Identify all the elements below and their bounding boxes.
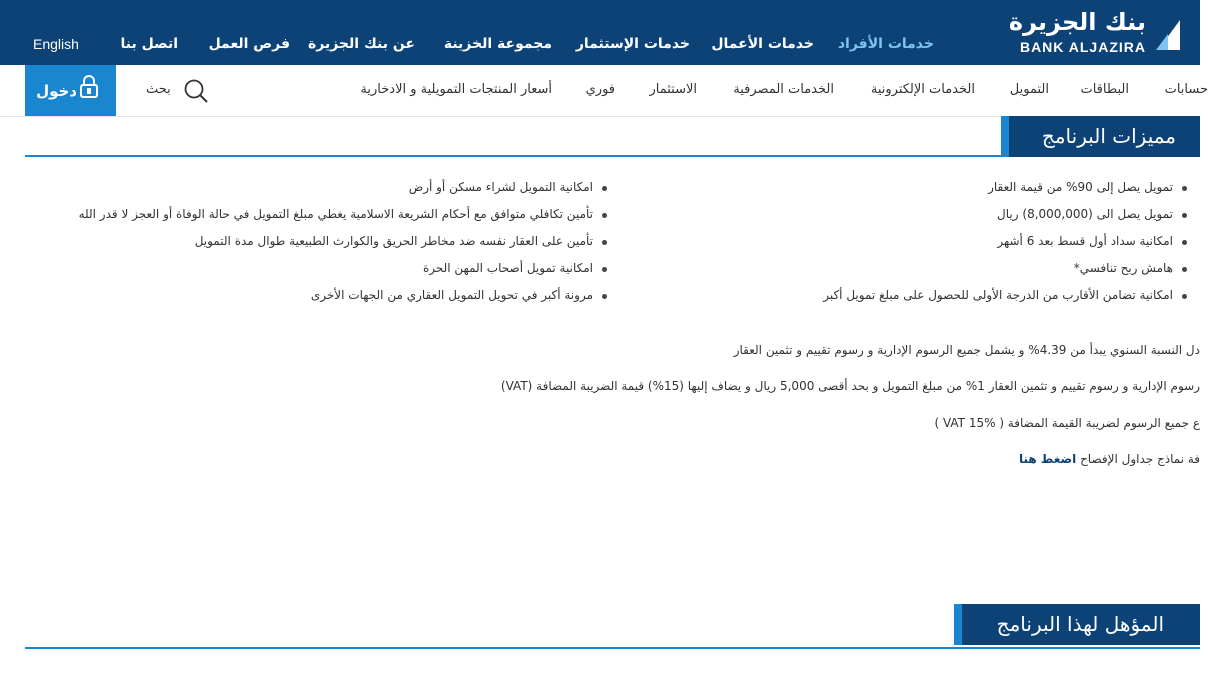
section-divider — [25, 647, 1200, 649]
subnav-fawri[interactable]: فوري — [585, 82, 615, 97]
secondary-navigation-bar — [0, 65, 1208, 117]
subnav-accounts[interactable]: حسابات — [1164, 82, 1208, 97]
subnav-product-rates[interactable]: أسعار المنتجات التمويلية و الادخارية — [360, 82, 552, 97]
list-item: تأمين تكافلي متوافق مع أحكام الشريعة الاسلامية يغطي مبلغ التمويل في حالة الوفاة أو العجز لا قدر الله — [79, 207, 607, 234]
apr-note: دل النسبة السنوي يبدأ من 4.39% و يشمل جميع الرسوم الإدارية و رسوم تقييم و تثمين العقار — [733, 343, 1200, 357]
top-navigation-bar — [0, 0, 1200, 65]
logo-sail-icon — [1154, 14, 1184, 54]
list-item: تمويل يصل إلى 90% من قيمة العقار — [823, 180, 1187, 207]
list-item: امكانية تضامن الأقارب من الدرجة الأولى للحصول على مبلغ تمويل أكبر — [823, 288, 1187, 315]
list-item: امكانية التمويل لشراء مسكن أو أرض — [79, 180, 607, 207]
subnav-banking-services[interactable]: الخدمات المصرفية — [733, 82, 834, 97]
section-header-features — [1001, 116, 1200, 157]
login-label: دخول — [36, 82, 77, 100]
nav-treasury-group[interactable]: مجموعة الخزينة — [443, 36, 552, 52]
subnav-e-services[interactable]: الخدمات الإلكترونية — [870, 82, 975, 97]
section-title: مميزات البرنامج — [1041, 124, 1176, 148]
disclosure-note — [1019, 452, 1200, 466]
nav-business-services[interactable]: خدمات الأعمال — [711, 36, 814, 52]
nav-individual-services[interactable]: خدمات الأفراد — [837, 36, 934, 52]
features-list-right — [823, 180, 1187, 315]
list-item: امكانية سداد أول قسط بعد 6 أشهر — [823, 234, 1187, 261]
subnav-cards[interactable]: البطاقات — [1080, 82, 1129, 97]
lock-icon — [78, 74, 100, 98]
nav-careers[interactable]: فرص العمل — [208, 36, 290, 52]
nav-about-bank[interactable]: عن بنك الجزيرة — [307, 36, 415, 52]
nav-contact-us[interactable]: اتصل بنا — [120, 36, 178, 52]
language-switch-link[interactable]: English — [33, 36, 79, 52]
nav-investment-services[interactable]: خدمات الإستثمار — [575, 36, 690, 52]
list-item: تمويل يصل الى (8,000,000) ريال — [823, 207, 1187, 234]
list-item: تأمين على العقار نفسه ضد مخاطر الحريق والكوارث الطبيعية طوال مدة التمويل — [79, 234, 607, 261]
subnav-investment[interactable]: الاستثمار — [649, 82, 697, 97]
subnav-financing[interactable]: التمويل — [1009, 82, 1049, 97]
fees-note: رسوم الإدارية و رسوم تقييم و تثمين العقار 1% من مبلغ التمويل و بحد أقصى 5,000 ريال و يضاف إليها (15%) قيمة الضريبة المضافة (VAT) — [500, 379, 1200, 393]
bank-logo[interactable] — [1008, 8, 1184, 60]
disclosure-text: فة نماذج جداول الإفصاح — [1080, 452, 1200, 466]
search-icon[interactable] — [183, 78, 209, 104]
features-list-left — [79, 180, 607, 315]
list-item: مرونة أكبر في تحويل التمويل العقاري من الجهات الأخرى — [79, 288, 607, 315]
logo-english-text: BANK ALJAZIRA — [1019, 39, 1146, 55]
logo-arabic-text: بنك الجزيرة — [1008, 8, 1146, 36]
list-item: هامش ربح تنافسي* — [823, 261, 1187, 288]
login-button[interactable] — [25, 65, 116, 116]
click-here-link[interactable]: اضغط هنا — [1019, 452, 1077, 466]
section-header-eligibility — [954, 604, 1200, 645]
search-label[interactable]: بحث — [146, 82, 171, 97]
list-item: امكانية تمويل أصحاب المهن الحرة — [79, 261, 607, 288]
section-title: المؤهل لهذا البرنامج — [996, 612, 1164, 636]
vat-note: ع جميع الرسوم لضريبة القيمة المضافة ( VAT 15% ) — [934, 416, 1200, 430]
